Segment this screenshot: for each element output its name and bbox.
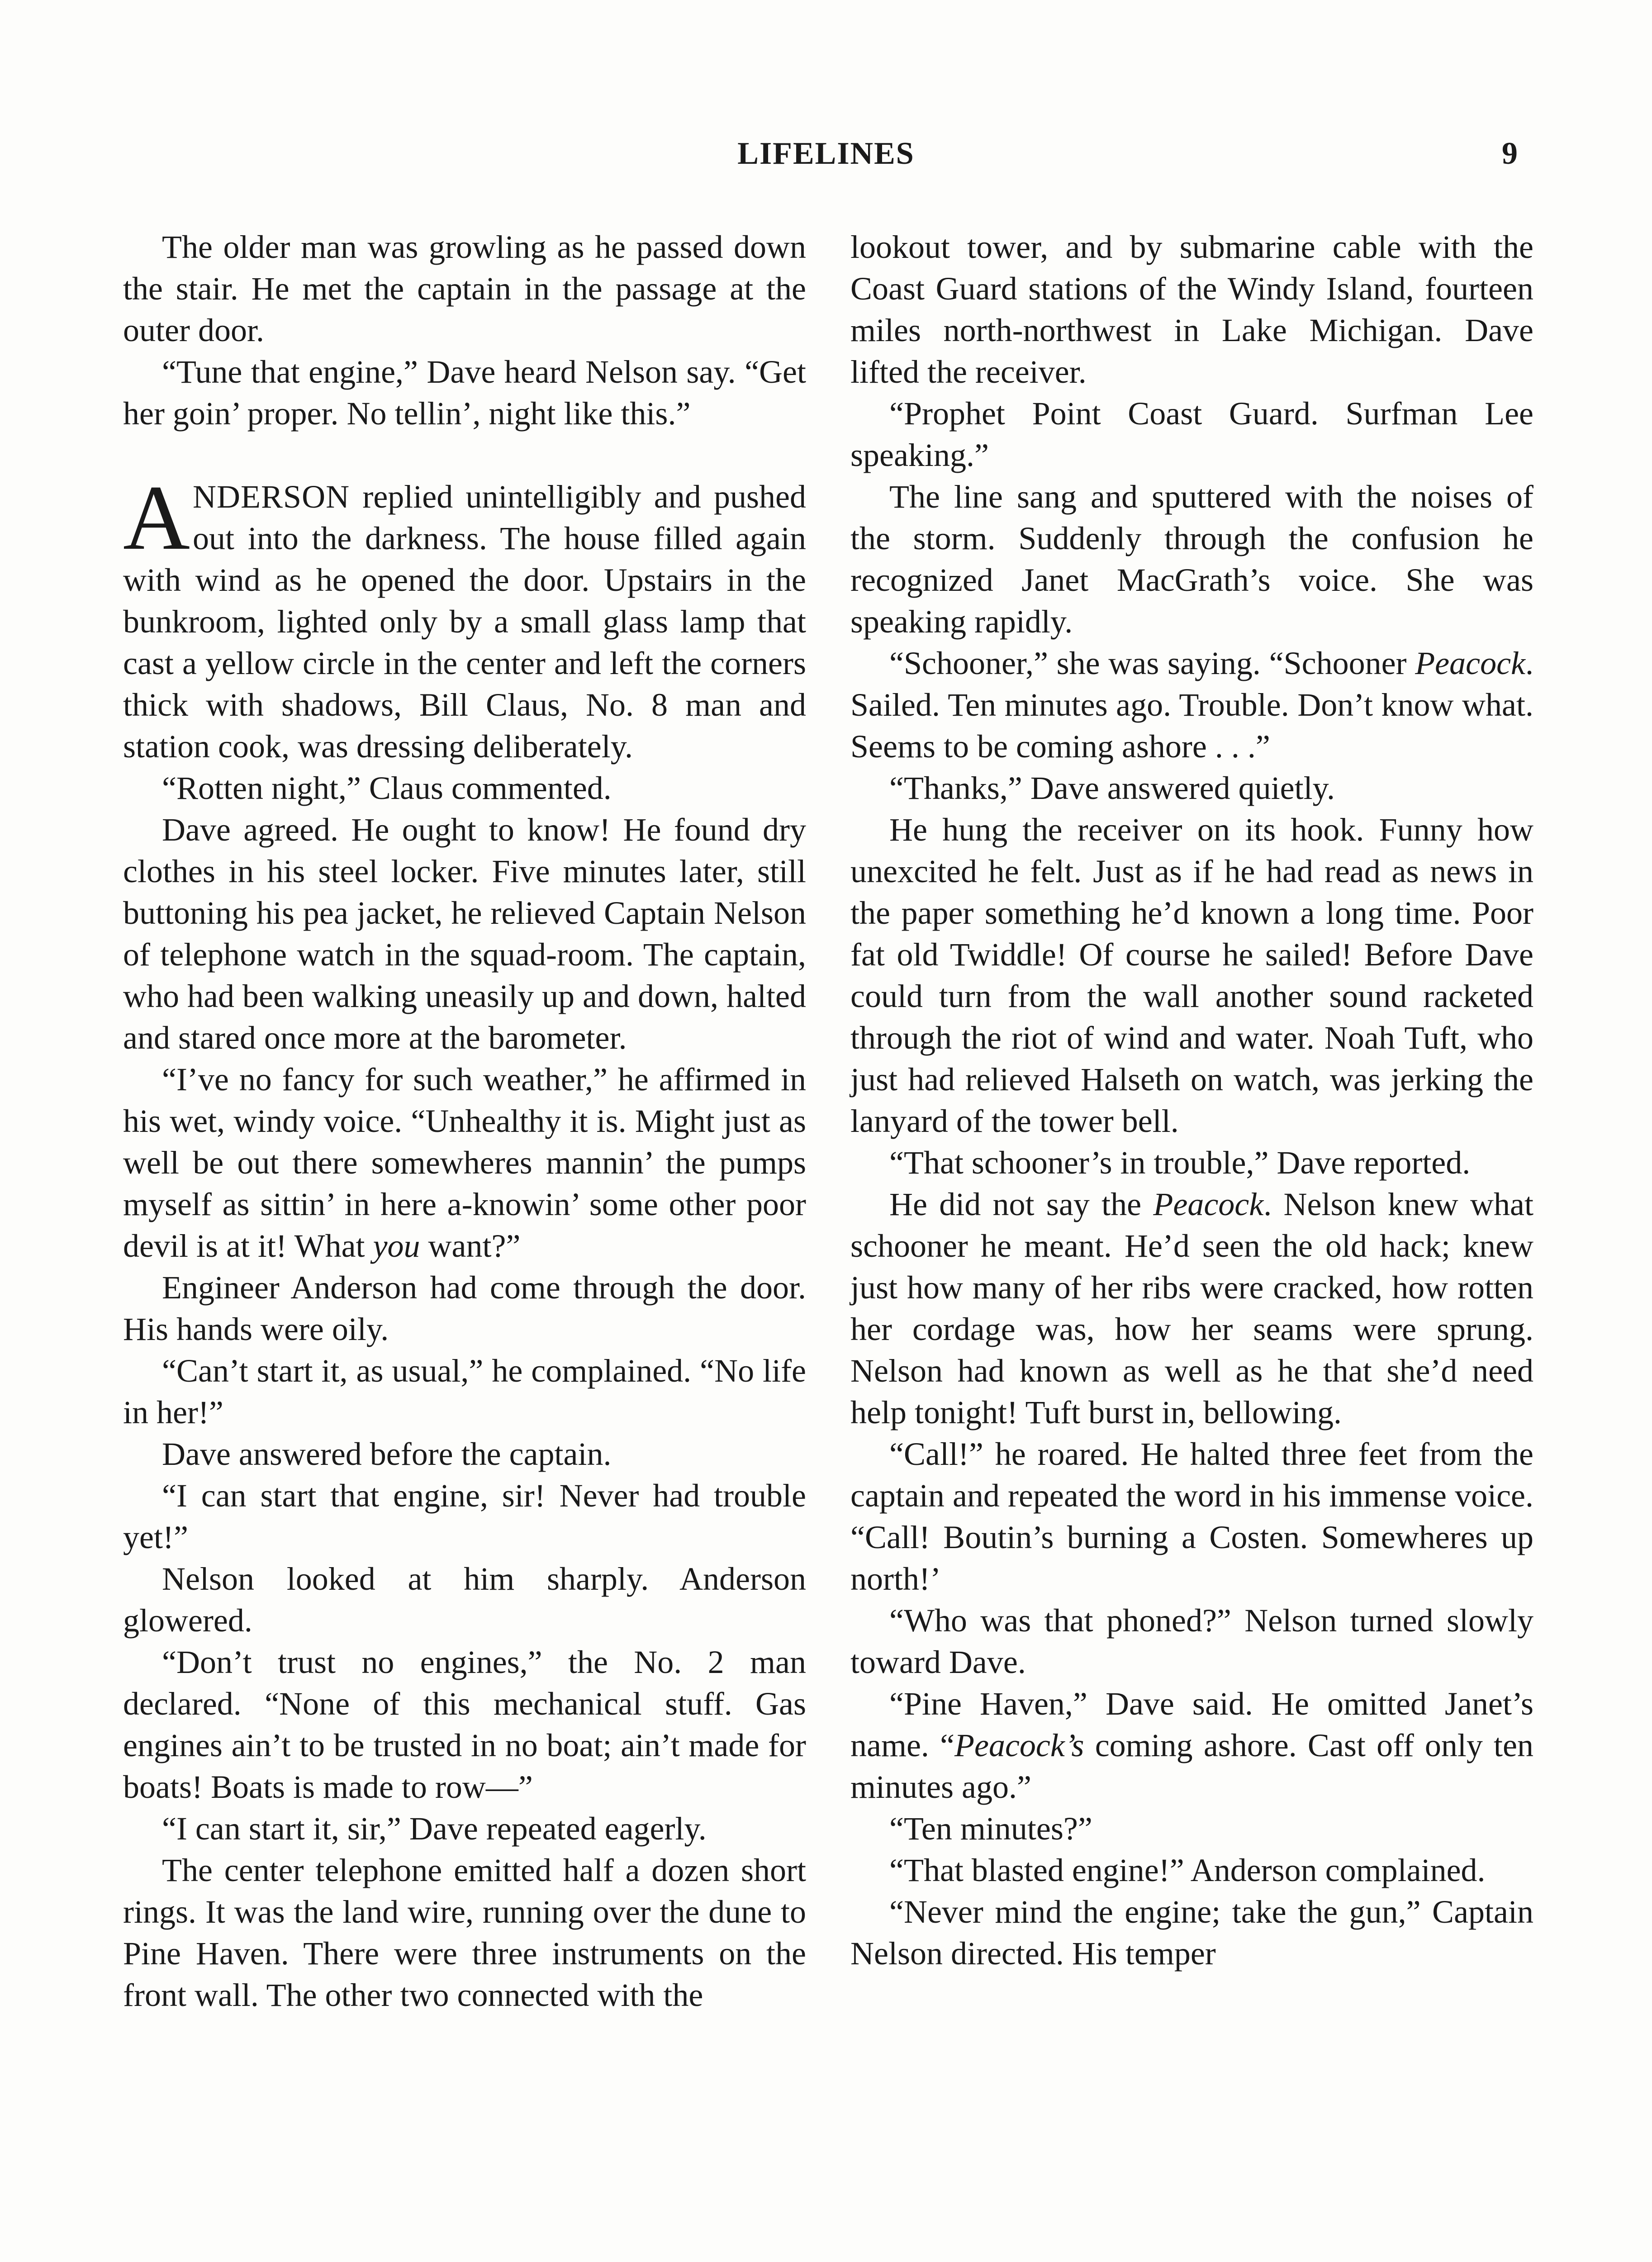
- paragraph-text: replied unintelligibly and pushed out into the darkness. The house filled again with wind as he opened the door. Upstairs in the bunkroom, lighted only by a small glass lamp that cast a yellow circle in the center and left the corners thick with shadows, Bill Claus, No. 8 man and station cook, was dressing deliberately.: [123, 479, 806, 765]
- paragraph-text: “I’ve no fancy for such weather,” he affirmed in his wet, windy voice. “Unhealthy it is. Might just as well be out there somewheres mannin’ the pumps myself as sittin’ in here a-knowin’ some other poor devil is at it! What: [123, 1061, 806, 1264]
- paragraph: Dave agreed. He ought to know! He found dry clothes in his steel locker. Five minutes later, still buttoning his pea jacket, he relieved Captain Nelson of telephone watch in the squad-room. The captain, who had been walking uneasily up and down, halted and stared once more at the barometer.: [123, 812, 806, 1056]
- paragraph-text: want?”: [420, 1228, 521, 1264]
- paragraph-text: . Nelson knew what schooner he meant. He’d seen the old hack; knew just how many of her ribs were cracked, how rotten her cordage was, how her seams were sprung. Nelson had known as well as he that she’d need help tonight! Tuft burst in, bellowing.: [850, 1186, 1534, 1430]
- left-column: [123, 226, 806, 2016]
- right-column: [850, 226, 1533, 1974]
- paragraph: Dave answered before the captain.: [162, 1436, 612, 1472]
- paragraph: [123, 1059, 806, 1267]
- paragraph-text: coming ashore. Cast off only ten minutes ago.”: [850, 1727, 1533, 1805]
- paragraph: “Tune that engine,” Dave heard Nelson say. “Get her goin’ proper. No tellin’, night like this.”: [123, 354, 806, 432]
- paragraph: “Rotten night,” Claus commented.: [162, 770, 612, 806]
- paragraph: “Ten minutes?”: [889, 1811, 1092, 1847]
- opening-word: NDERSON: [193, 479, 350, 515]
- paragraph: The line sang and sputtered with the noises of the storm. Suddenly through the confusion he recognized Janet MacGrath’s voice. She was speaking rapidly.: [850, 479, 1533, 640]
- paragraph: “Never mind the engine; take the gun,” Captain Nelson directed. His temper: [850, 1894, 1533, 1972]
- paragraph: “I can start it, sir,” Dave repeated eagerly.: [162, 1811, 707, 1847]
- paragraph: “Thanks,” Dave answered quietly.: [889, 770, 1335, 806]
- running-header-title: LIFELINES: [737, 136, 915, 171]
- paragraph: He hung the receiver on its hook. Funny how unexcited he felt. Just as if he had read as news in the paper something he’d known a long time. Poor fat old Twiddle! Of course he sailed! Before Dave could turn from the wall another sound racketed through the riot of wind and water. Noah Tuft, who just had relieved Halseth on watch, was jerking the lanyard of the tower bell.: [850, 812, 1533, 1139]
- paragraph-text: “Pine Haven,” Dave said. He omitted Janet’s name. “: [850, 1686, 1533, 1763]
- paragraph: “Prophet Point Coast Guard. Surfman Lee speaking.”: [850, 395, 1533, 473]
- paragraph: [850, 642, 1533, 767]
- paragraph: The older man was growling as he passed down the stair. He met the captain in the passage at the outer door.: [123, 229, 806, 348]
- paragraph: “That blasted engine!” Anderson complained.: [889, 1852, 1486, 1888]
- paragraph: [850, 1183, 1533, 1433]
- paragraph-text: He did not say the: [889, 1186, 1154, 1222]
- paragraph-continued: lookout tower, and by submarine cable with the Coast Guard stations of the Windy Island, fourteen miles north-northwest in Lake Michigan. Dave lifted the receiver.: [850, 229, 1533, 390]
- drop-cap: A: [123, 466, 190, 569]
- paragraph: “Who was that phoned?” Nelson turned slowly toward Dave.: [850, 1602, 1533, 1680]
- paragraph: “Don’t trust no engines,” the No. 2 man declared. “None of this mechanical stuff. Gas engines ain’t to be trusted in no boat; ain’t made for boats! Boats is made to row—”: [123, 1644, 806, 1805]
- emphasis: Peacock: [1153, 1186, 1264, 1222]
- section-opening-paragraph: [123, 466, 806, 767]
- paragraph: [850, 1683, 1533, 1808]
- paragraph: “Can’t start it, as usual,” he complained. “No life in her!”: [123, 1353, 806, 1430]
- paragraph: Nelson looked at him sharply. Anderson glowered.: [123, 1561, 806, 1639]
- page-number: 9: [1502, 136, 1518, 171]
- emphasis: Peacock: [1415, 645, 1525, 681]
- paragraph: “I can start that engine, sir! Never had trouble yet!”: [123, 1478, 806, 1555]
- emphasis: you: [373, 1228, 420, 1264]
- paragraph: The center telephone emitted half a dozen short rings. It was the land wire, running over the dune to Pine Haven. There were three instruments on the front wall. The other two connected with the: [123, 1852, 806, 2013]
- paragraph-text: “Schooner,” she was saying. “Schooner: [889, 645, 1415, 681]
- emphasis: Peacock’s: [954, 1727, 1084, 1763]
- paragraph: Engineer Anderson had come through the door. His hands were oily.: [123, 1269, 806, 1347]
- paragraph: “That schooner’s in trouble,” Dave reported.: [889, 1145, 1471, 1181]
- paragraph: “Call!” he roared. He halted three feet from the captain and repeated the word in his immense voice. “Call! Boutin’s burning a Costen. Somewheres up north!’: [850, 1436, 1533, 1597]
- paragraph-text: . Sailed. Ten minutes ago. Trouble. Don’t know what. Seems to be coming ashore . . .”: [850, 645, 1533, 765]
